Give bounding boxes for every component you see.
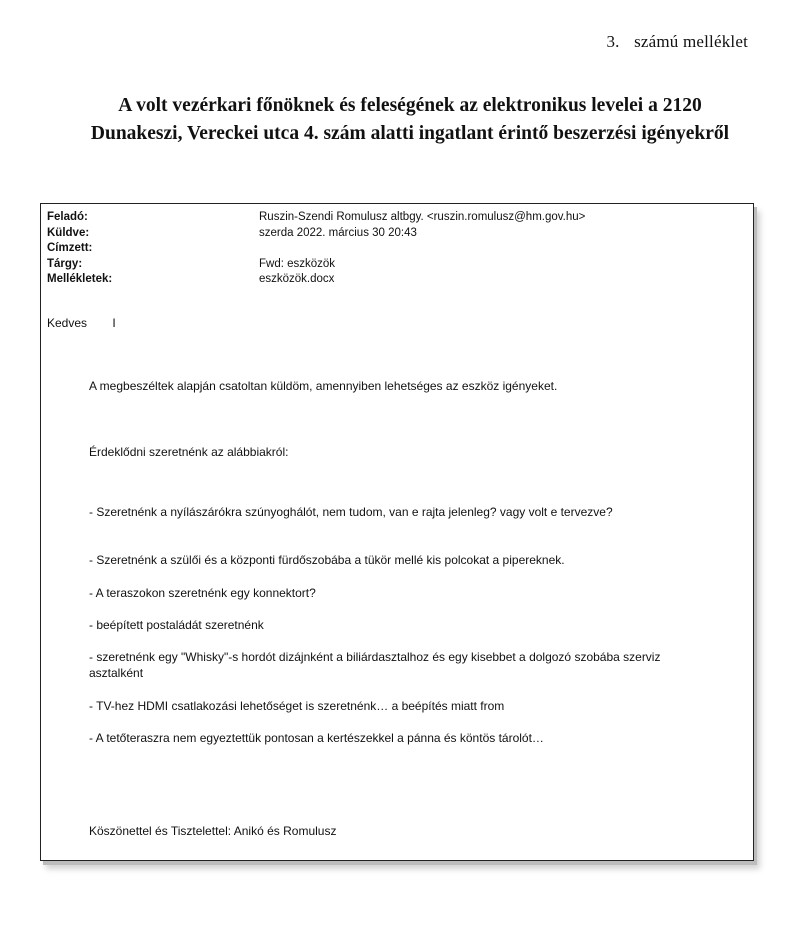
email-paragraph: A megbeszéltek alapján csatoltan küldöm, amennyiben lehetséges az eszköz igényeket. [89, 379, 558, 393]
email-list-item: - Szeretnénk a szülői és a központi fürdőszobába a tükör mellé kis polcokat a pipereknek. [89, 553, 565, 567]
email-signature: Köszönettel és Tisztelettel: Anikó és Romulusz [89, 824, 337, 838]
email-printout [40, 203, 754, 861]
header-label: Küldve: [47, 226, 90, 239]
email-salutation [47, 316, 116, 330]
document-title-line-1: A volt vezérkari főnöknek és feleségének az elektronikus levelei a 2120 [118, 95, 702, 116]
email-list-item: - A teraszokon szeretnénk egy konnektort? [89, 586, 316, 600]
salutation-redaction-mark: I [112, 316, 116, 330]
annex-text: számú melléklet [634, 32, 748, 51]
email-list-item: - TV-hez HDMI csatlakozási lehetőséget is szeretnénk… a beépítés miatt from [89, 699, 505, 713]
email-paragraph: Érdeklődni szeretnénk az alábbiakról: [89, 445, 289, 459]
header-label: Mellékletek: [47, 273, 113, 286]
email-list-item: - Szeretnénk a nyílászárókra szúnyoghálót, nem tudom, van e rajta jelenleg? vagy volt e tervezve? [89, 505, 613, 519]
header-value: eszközök.docx [259, 273, 335, 286]
email-list-item: - beépített postaládát szeretnénk [89, 618, 264, 632]
header-value: Ruszin-Szendi Romulusz altbgy. <ruszin.romulusz@hm.gov.hu> [259, 211, 586, 223]
header-label: Feladó: [47, 211, 88, 223]
annex-label [606, 32, 748, 52]
annex-number: 3. [606, 32, 620, 51]
header-label: Címzett: [47, 242, 93, 255]
document-title [30, 92, 790, 148]
header-value: szerda 2022. március 30 20:43 [259, 226, 417, 239]
email-list-item: - A tetőteraszra nem egyeztettük pontosan a kertészekkel a pánna és köntös tárolót… [89, 731, 544, 745]
header-value: Fwd: eszközök [259, 257, 336, 270]
document-title-line-2: Dunakeszi, Vereckei utca 4. szám alatti ingatlant érintő beszerzési igényekről [90, 123, 730, 144]
header-label: Tárgy: [47, 257, 83, 270]
email-list-item: - szeretnénk egy "Whisky"-s hordót dizájnként a biliárdasztalhoz és egy kisebbet a dolgozó szobába szerviz asztalként [89, 650, 661, 680]
salutation-text: Kedves [47, 316, 88, 330]
